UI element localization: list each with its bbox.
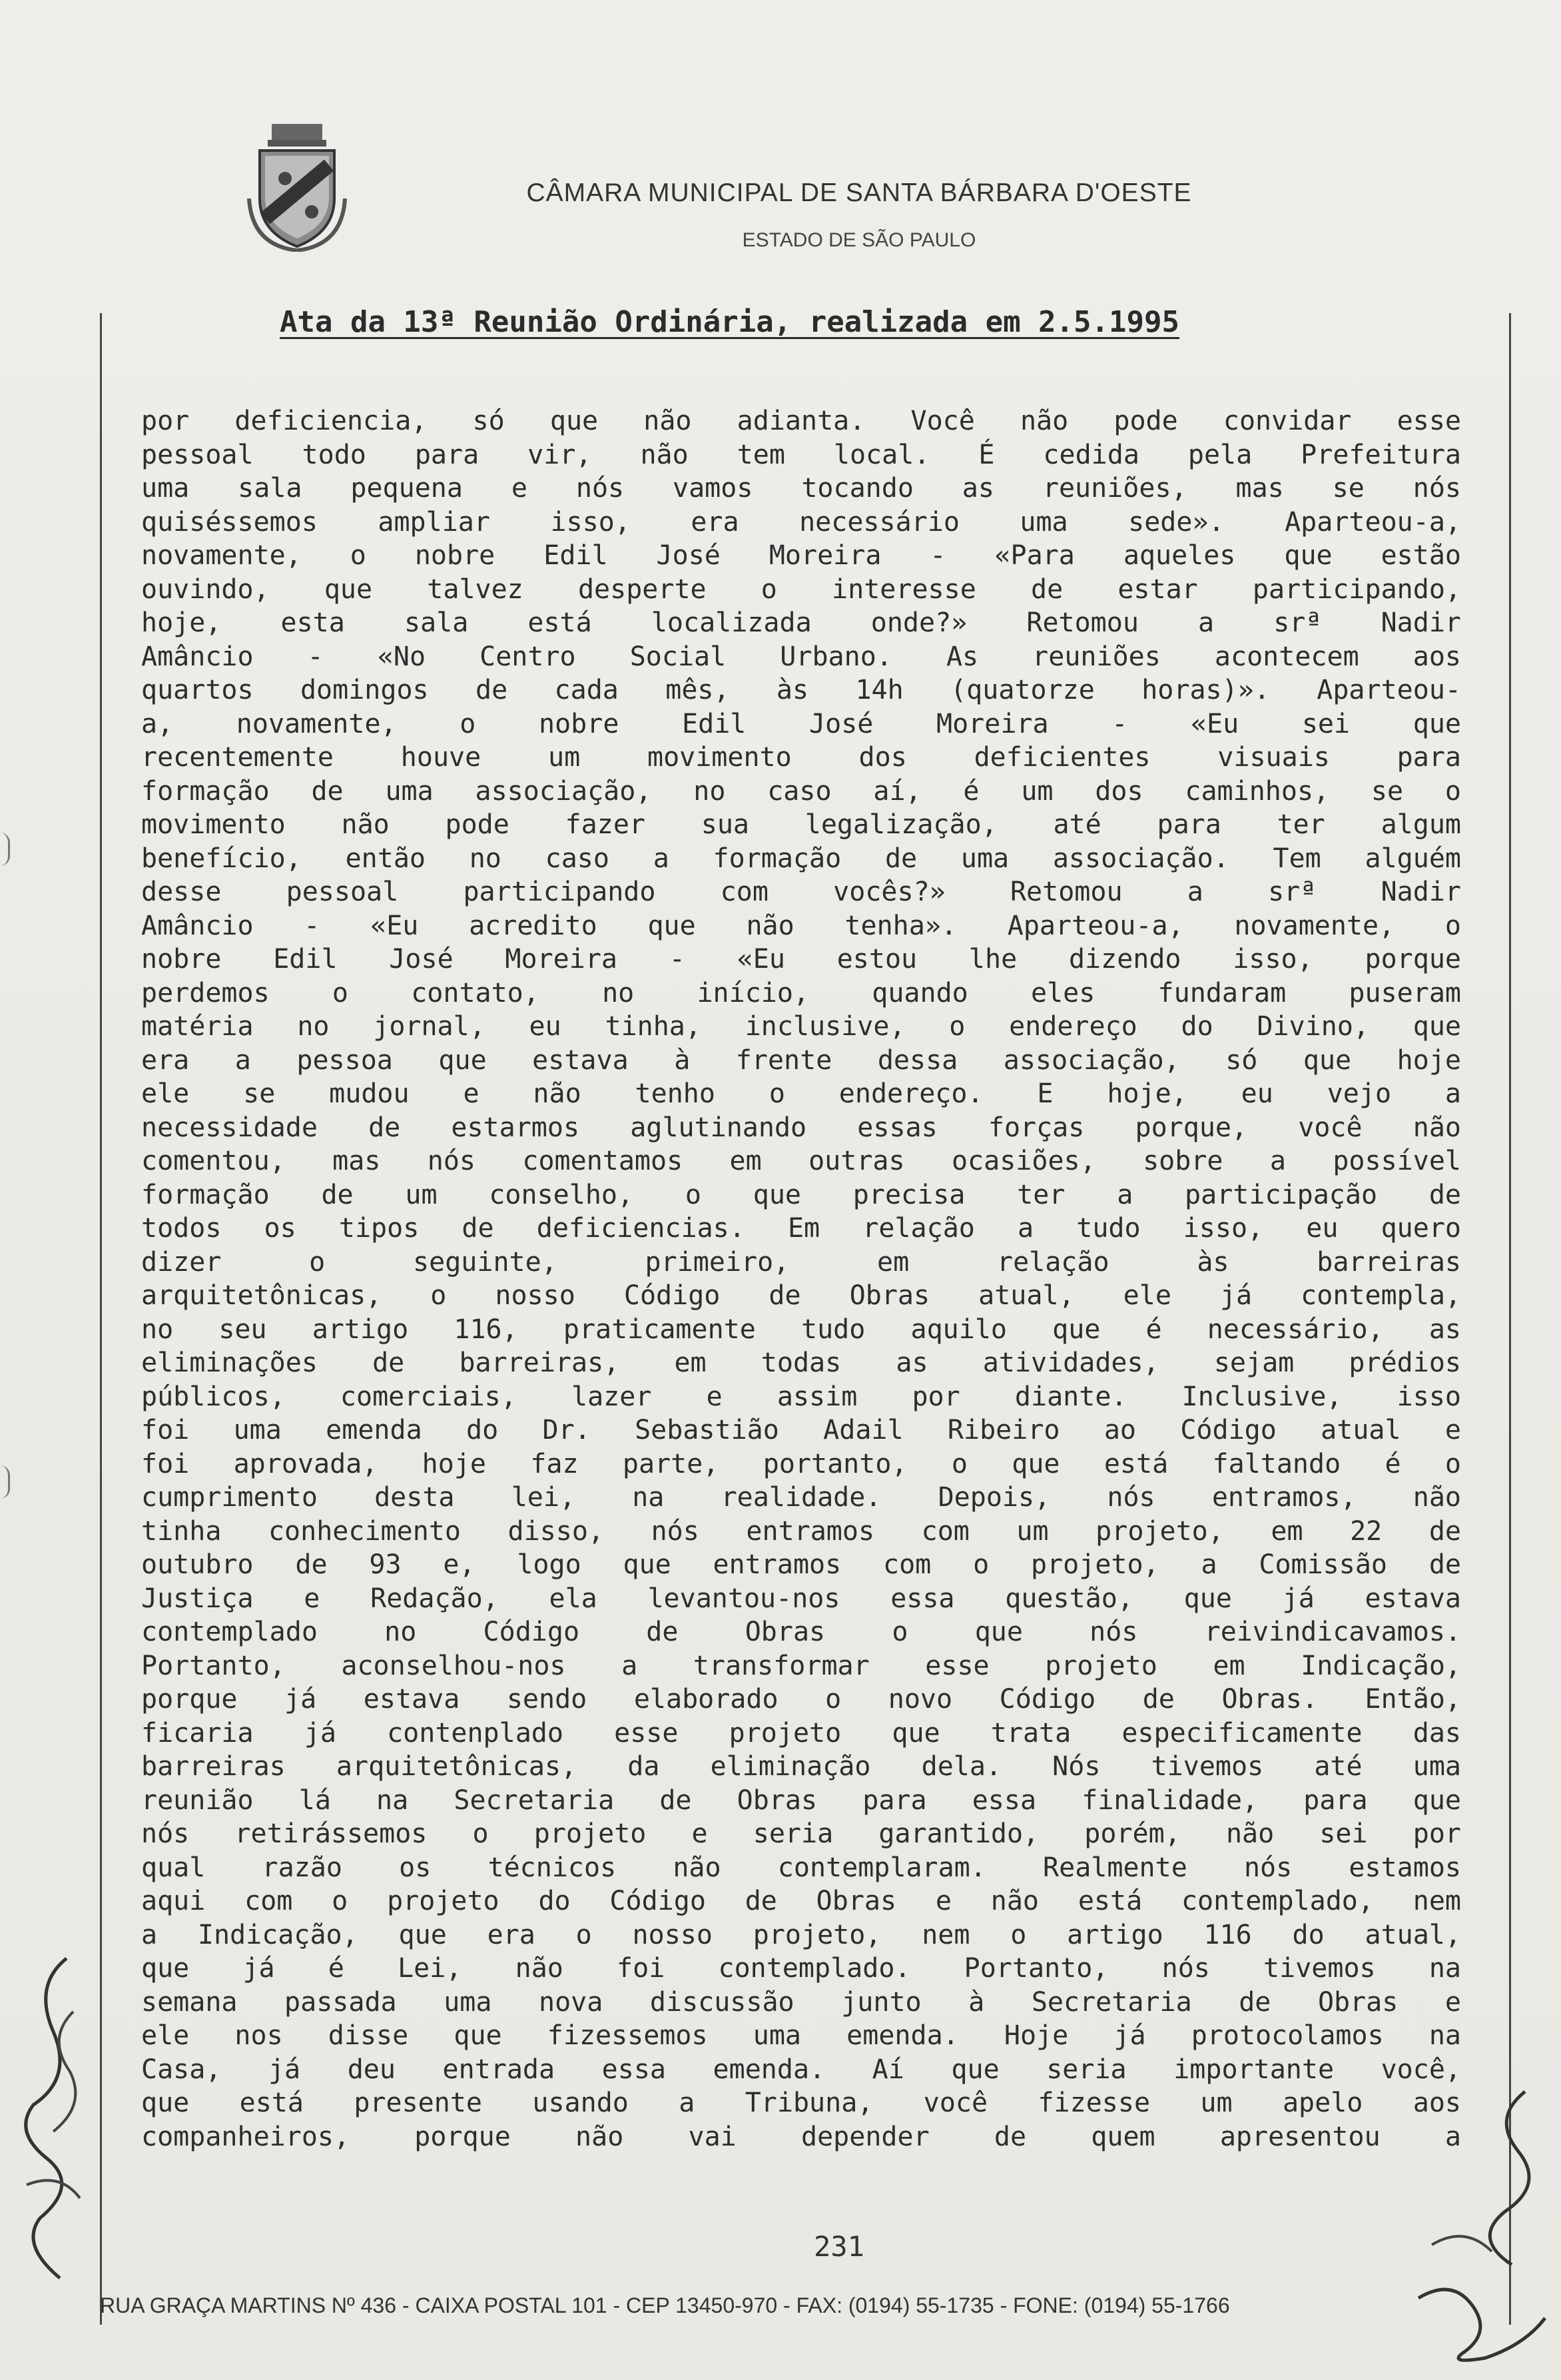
body-line: hoje, esta sala está localizada onde?» Retomou a srª Nadir: [141, 607, 1461, 638]
body-line: companheiros, porque não vai depender de quem apresentou a: [141, 2121, 1461, 2152]
body-line: era a pessoa que estava à frente dessa associação, só que hoje: [141, 1044, 1461, 1076]
body-line: por deficiencia, só que não adianta. Você não pode convidar esse: [141, 406, 1461, 436]
body-line: no seu artigo 116, praticamente tudo aquilo que é necessário, as: [141, 1314, 1461, 1345]
body-line: tinha conhecimento disso, nós entramos com um projeto, em 22 de: [141, 1515, 1461, 1547]
minutes-title: Ata da 13ª Reunião Ordinária, realizada em 2.5.1995: [280, 305, 1180, 339]
body-line: nobre Edil José Moreira - «Eu estou lhe dizendo isso, porque: [141, 944, 1461, 975]
handwritten-signature-right-icon: [1392, 2078, 1558, 2371]
body-line: todos os tipos de deficiencias. Em relação a tudo isso, eu quero: [141, 1213, 1461, 1244]
margin-punch-mark: [0, 1465, 10, 1499]
right-margin-rule: [1509, 313, 1511, 2325]
body-line: outubro de 93 e, logo que entramos com o projeto, a Comissão de: [141, 1549, 1461, 1580]
body-line: Amâncio - «Eu acredito que não tenha». Aparteou-a, novamente, o: [141, 910, 1461, 941]
body-line: porque já estava sendo elaborado o novo Código de Obras. Então,: [141, 1684, 1461, 1715]
body-line: movimento não pode fazer sua legalização, até para ter algum: [141, 809, 1461, 840]
footer-address: RUA GRAÇA MARTINS Nº 436 - CAIXA POSTAL 101 - CEP 13450-970 - FAX: (0194) 55-1735 - FONE: (0194) 55-1766: [100, 2293, 1230, 2317]
body-line: reunião lá na Secretaria de Obras para essa finalidade, para que: [141, 1785, 1461, 1816]
body-line: aqui com o projeto do Código de Obras e não está contemplado, nem: [141, 1886, 1461, 1916]
body-line: formação de uma associação, no caso aí, é um dos caminhos, se o: [141, 775, 1461, 807]
body-line: públicos, comerciais, lazer e assim por diante. Inclusive, isso: [141, 1381, 1461, 1412]
institution-name: CÂMARA MUNICIPAL DE SANTA BÁRBARA D'OESTE: [526, 179, 1192, 207]
margin-punch-mark: [0, 833, 10, 866]
body-line: barreiras arquitetônicas, da eliminação dela. Nós tivemos até uma: [141, 1751, 1461, 1782]
body-line: perdemos o contato, no início, quando eles fundaram puseram: [141, 977, 1461, 1008]
body-line: uma sala pequena e nós vamos tocando as reuniões, mas se nós: [141, 473, 1461, 504]
state-name: ESTADO DE SÃO PAULO: [742, 229, 976, 251]
body-line: ouvindo, que talvez desperte o interesse de estar participando,: [141, 574, 1461, 605]
body-line: arquitetônicas, o nosso Código de Obras atual, ele já contempla,: [141, 1280, 1461, 1311]
body-line: que está presente usando a Tribuna, você fizesse um apelo aos: [141, 2088, 1461, 2118]
body-line: foi aprovada, hoje faz parte, portanto, o que está faltando é o: [141, 1448, 1461, 1479]
body-line: semana passada uma nova discussão junto à Secretaria de Obras e: [141, 1986, 1461, 2018]
left-margin-rule: [100, 313, 102, 2325]
body-line: pessoal todo para vir, não tem local. É cedida pela Prefeitura: [141, 439, 1461, 470]
body-line: recentemente houve um movimento dos deficientes visuais para: [141, 742, 1461, 773]
body-line: desse pessoal participando com vocês?» Retomou a srª Nadir: [141, 877, 1461, 907]
body-line: ele se mudou e não tenho o endereço. E hoje, eu vejo a: [141, 1078, 1461, 1109]
body-line: que já é Lei, não foi contemplado. Portanto, nós tivemos na: [141, 1953, 1461, 1984]
body-line: eliminações de barreiras, em todas as atividades, sejam prédios: [141, 1348, 1461, 1378]
body-line: benefício, então no caso a formação de uma associação. Tem alguém: [141, 843, 1461, 874]
page-number: 231: [814, 2230, 864, 2263]
body-line: Justiça e Redação, ela levantou-nos essa questão, que já estava: [141, 1583, 1461, 1614]
body-line: Portanto, aconselhou-nos a transformar esse projeto em Indicação,: [141, 1650, 1461, 1681]
body-line: quiséssemos ampliar isso, era necessário uma sede». Aparteou-a,: [141, 506, 1461, 538]
body-line: qual razão os técnicos não contemplaram. Realmente nós estamos: [141, 1852, 1461, 1883]
body-line: Casa, já deu entrada essa emenda. Aí que seria importante você,: [141, 2054, 1461, 2085]
body-line: contemplado no Código de Obras o que nós reivindicavamos.: [141, 1617, 1461, 1647]
body-line: dizer o seguinte, primeiro, em relação às barreiras: [141, 1246, 1461, 1278]
body-line: foi uma emenda do Dr. Sebastião Adail Ribeiro ao Código atual e: [141, 1415, 1461, 1445]
body-line: comentou, mas nós comentamos em outras ocasiões, sobre a possível: [141, 1146, 1461, 1176]
body-line: ele nos disse que fizessemos uma emenda. Hoje já protocolamos na: [141, 2020, 1461, 2051]
body-line: formação de um conselho, o que precisa ter a participação de: [141, 1179, 1461, 1210]
handwritten-signature-left-icon: [7, 1932, 100, 2305]
body-line: necessidade de estarmos aglutinando essas forças porque, você não: [141, 1112, 1461, 1143]
body-line: ficaria já contenplado esse projeto que trata especificamente das: [141, 1717, 1461, 1749]
body-line: Amâncio - «No Centro Social Urbano. As reuniões acontecem aos: [141, 641, 1461, 672]
body-line: matéria no jornal, eu tinha, inclusive, o endereço do Divino, que: [141, 1011, 1461, 1042]
minutes-body: [141, 404, 1461, 2154]
body-line: cumprimento desta lei, na realidade. Depois, nós entramos, não: [141, 1482, 1461, 1513]
body-line: a Indicação, que era o nosso projeto, nem o artigo 116 do atual,: [141, 1919, 1461, 1950]
body-line: a, novamente, o nobre Edil José Moreira - «Eu sei que: [141, 708, 1461, 739]
body-line: novamente, o nobre Edil José Moreira - «Para aqueles que estão: [141, 540, 1461, 571]
municipal-crest-icon: [245, 119, 349, 252]
body-line: nós retirássemos o projeto e seria garantido, porém, não sei por: [141, 1818, 1461, 1849]
body-line: quartos domingos de cada mês, às 14h (quatorze horas)». Aparteou-: [141, 675, 1461, 705]
